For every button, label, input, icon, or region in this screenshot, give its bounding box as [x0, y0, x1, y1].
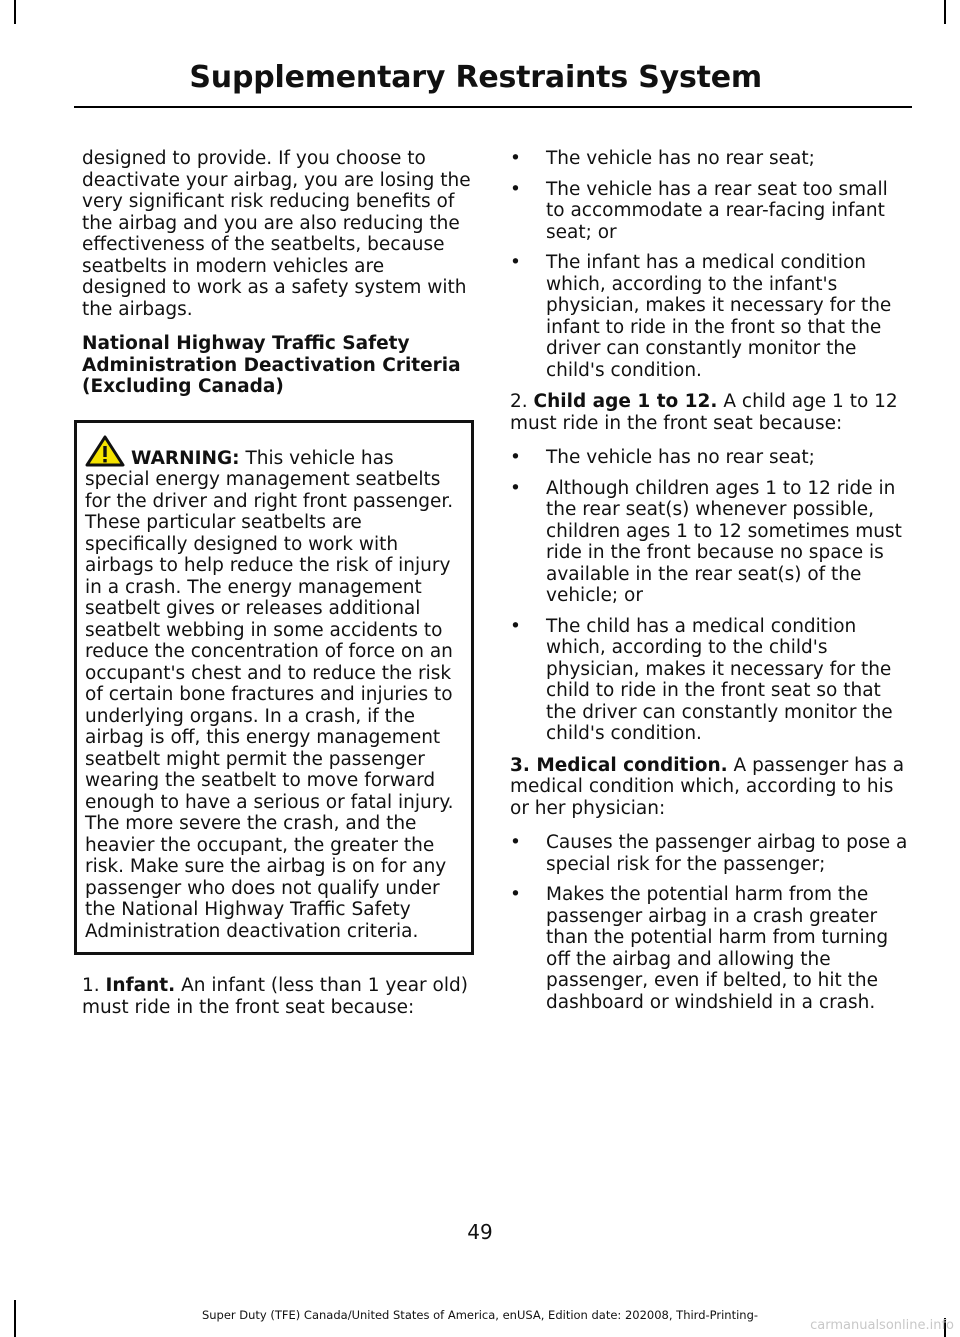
section-heading: National Highway Traffic Safety Administration Deactivation Criteria (Excluding Canada) — [82, 333, 461, 397]
list-item — [510, 884, 908, 1013]
intro-paragraph: designed to provide. If you choose to deactivate your airbag, you are losing the very significant risk reducing benefits of the airbag and you are also reducing the effectiveness of the seatbelts, because seatbelts in modern vehicles are designed to work as a safety system with the airbags. — [82, 148, 471, 320]
list-item-text: Makes the potential harm from the passenger airbag in a crash greater than the potential harm from turning off the airbag and allowing the passenger, even if belted, to hit the dashboard or windshield in a crash. — [546, 884, 889, 1013]
list-item — [510, 616, 908, 745]
bullet: • — [510, 148, 521, 169]
list-item-text: Although children ages 1 to 12 ride in the rear seat(s) whenever possible, children ages 1 to 12 sometimes must ride in the front because no space is available in the rear seat(s) of the vehicle; or — [546, 477, 902, 606]
page-number: 49 — [467, 1220, 493, 1244]
item-text: A passenger has a medical condition which, according to his or her physician: — [510, 754, 905, 819]
list-item — [510, 478, 908, 607]
child-reasons-list — [510, 447, 908, 745]
warning-label: WARNING: — [131, 447, 240, 469]
bullet: • — [510, 178, 521, 200]
bullet: • — [510, 252, 521, 273]
item-medical — [510, 755, 908, 820]
list-item-text: The vehicle has a rear seat too small to accommodate a rear-facing infant seat; or — [546, 178, 888, 243]
item-infant — [82, 975, 474, 1018]
item-text: A child age 1 to 12 must ride in the front seat because: — [510, 391, 898, 434]
list-item — [510, 447, 908, 469]
item-number: 2. — [510, 391, 528, 412]
item-title: Child age 1 to 12. — [533, 391, 718, 412]
item-text: An infant (less than 1 year old) must ride in the front seat because: — [82, 975, 468, 1018]
bullet: • — [510, 477, 521, 499]
list-item-text: The child has a medical condition which, according to the child's physician, makes it necessary for the child to ride in the front seat so that the driver can constantly monitor the child's condition. — [546, 615, 893, 744]
list-item-text: The vehicle has no rear seat; — [546, 148, 815, 169]
header-divider — [74, 106, 912, 108]
list-item — [510, 148, 908, 170]
list-item-text: The infant has a medical condition which, according to the infant's physician, makes it necessary for the infant to ride in the front so that the driver can constantly monitor the child's condition. — [546, 252, 892, 381]
warning-box — [74, 420, 474, 956]
crop-mark-top-right — [944, 0, 946, 24]
list-item — [510, 832, 908, 875]
list-item-text: The vehicle has no rear seat; — [546, 447, 815, 468]
list-item — [510, 252, 908, 381]
left-column — [82, 148, 474, 1031]
list-item-text: Causes the passenger airbag to pose a special risk for the passenger; — [546, 832, 908, 875]
warning-text: This vehicle has special energy management seatbelts for the driver and right front passenger. These particular seatbelts are specifically designed to work with airbags to help reduce the risk of injury in a crash. The energy management seatbelt gives or releases additional seatbelt webbing in some accidents to reduce the concentration of force on an occupant's chest and to reduce the risk of certain bone fractures and injuries to underlying organs. In a crash, if the airbag is off, this energy management seatbelt might permit the passenger wearing the seatbelt to move forward enough to have a serious or fatal injury. The more severe the crash, and the heavier the occupant, the greater the risk. Make sure the airbag is on for any passenger who does not qualify under the National Highway Traffic Safety Administration deactivation criteria. — [85, 447, 454, 942]
infant-reasons-list — [510, 148, 908, 381]
right-column — [510, 148, 908, 1023]
bullet: • — [510, 884, 521, 905]
crop-mark-top-left — [14, 0, 16, 24]
bullet: • — [510, 615, 521, 637]
item-child — [510, 391, 908, 434]
item-title: 3. Medical condition. — [510, 754, 728, 776]
warning-triangle-icon — [85, 435, 125, 467]
bullet: • — [510, 832, 521, 853]
page-title: Supplementary Restraints System — [189, 60, 762, 95]
item-number: 1. — [82, 975, 100, 996]
medical-reasons-list — [510, 832, 908, 1013]
list-item — [510, 179, 908, 244]
edition-footer: Super Duty (TFE) Canada/United States of America, enUSA, Edition date: 202008, Third-Printing- — [201, 1308, 759, 1322]
item-title: Infant. — [105, 975, 176, 996]
bullet: • — [510, 447, 521, 468]
watermark: carmanualsonline.info — [810, 1318, 954, 1333]
